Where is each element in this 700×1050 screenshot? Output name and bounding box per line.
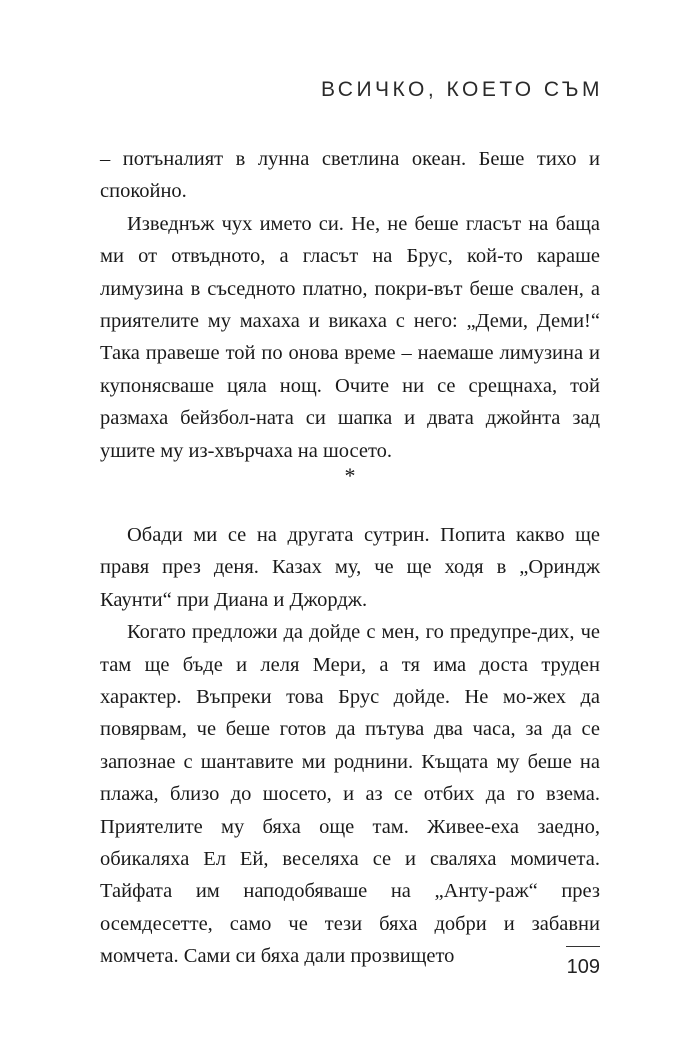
text-block-top bbox=[100, 143, 600, 467]
running-header: ВСИЧКО, КОЕТО СЪМ bbox=[320, 78, 603, 101]
section-separator: * bbox=[344, 463, 356, 488]
footer-rule bbox=[566, 946, 600, 947]
paragraph: Изведнъж чух името си. Не, не беше гласът на баща ми от отвъдното, а гласът на Брус, кой-то караше лимузина в съседното платно, покри-вът беше свален, а приятелите му махаха и викаха с него: „Деми, Деми!“ Така правеше той по онова време – наемаше лимузина и купонясваше цяла нощ. Очите ни се срещнаха, той размаха бейзбол-ната си шапка и двата джойнта зад ушите му из-хвърчаха на шосето. bbox=[100, 212, 600, 462]
page-number: 109 bbox=[566, 956, 600, 978]
paragraph-continuation: – потъналият в лунна светлина океан. Беше тихо и спокойно. bbox=[100, 148, 600, 203]
paragraph: Обади ми се на другата сутрин. Попита какво ще правя през деня. Казах му, че ще ходя в „Ориндж Каунти“ при Диана и Джордж. bbox=[100, 524, 600, 611]
text-block-bottom bbox=[100, 519, 600, 973]
paragraph: Когато предложи да дойде с мен, го предупре-дих, че там ще бъде и леля Мери, а тя има доста труден характер. Въпреки това Брус дойде. Не мо-жех да повярвам, че беше готов да пътува два часа, за да се запознае с шантавите ми роднини. Къщата му беше на плажа, близо до шосето, и аз се отбих да го взема. Приятелите му бяха още там. Живее-еха заедно, обикаляха Ел Ей, веселяха се и сваляха момичета. Тайфата им наподобяваше на „Анту-раж“ през осемдесетте, само че тези бяха добри и забавни момчета. Сами си бяха дали прозвището bbox=[100, 621, 600, 968]
